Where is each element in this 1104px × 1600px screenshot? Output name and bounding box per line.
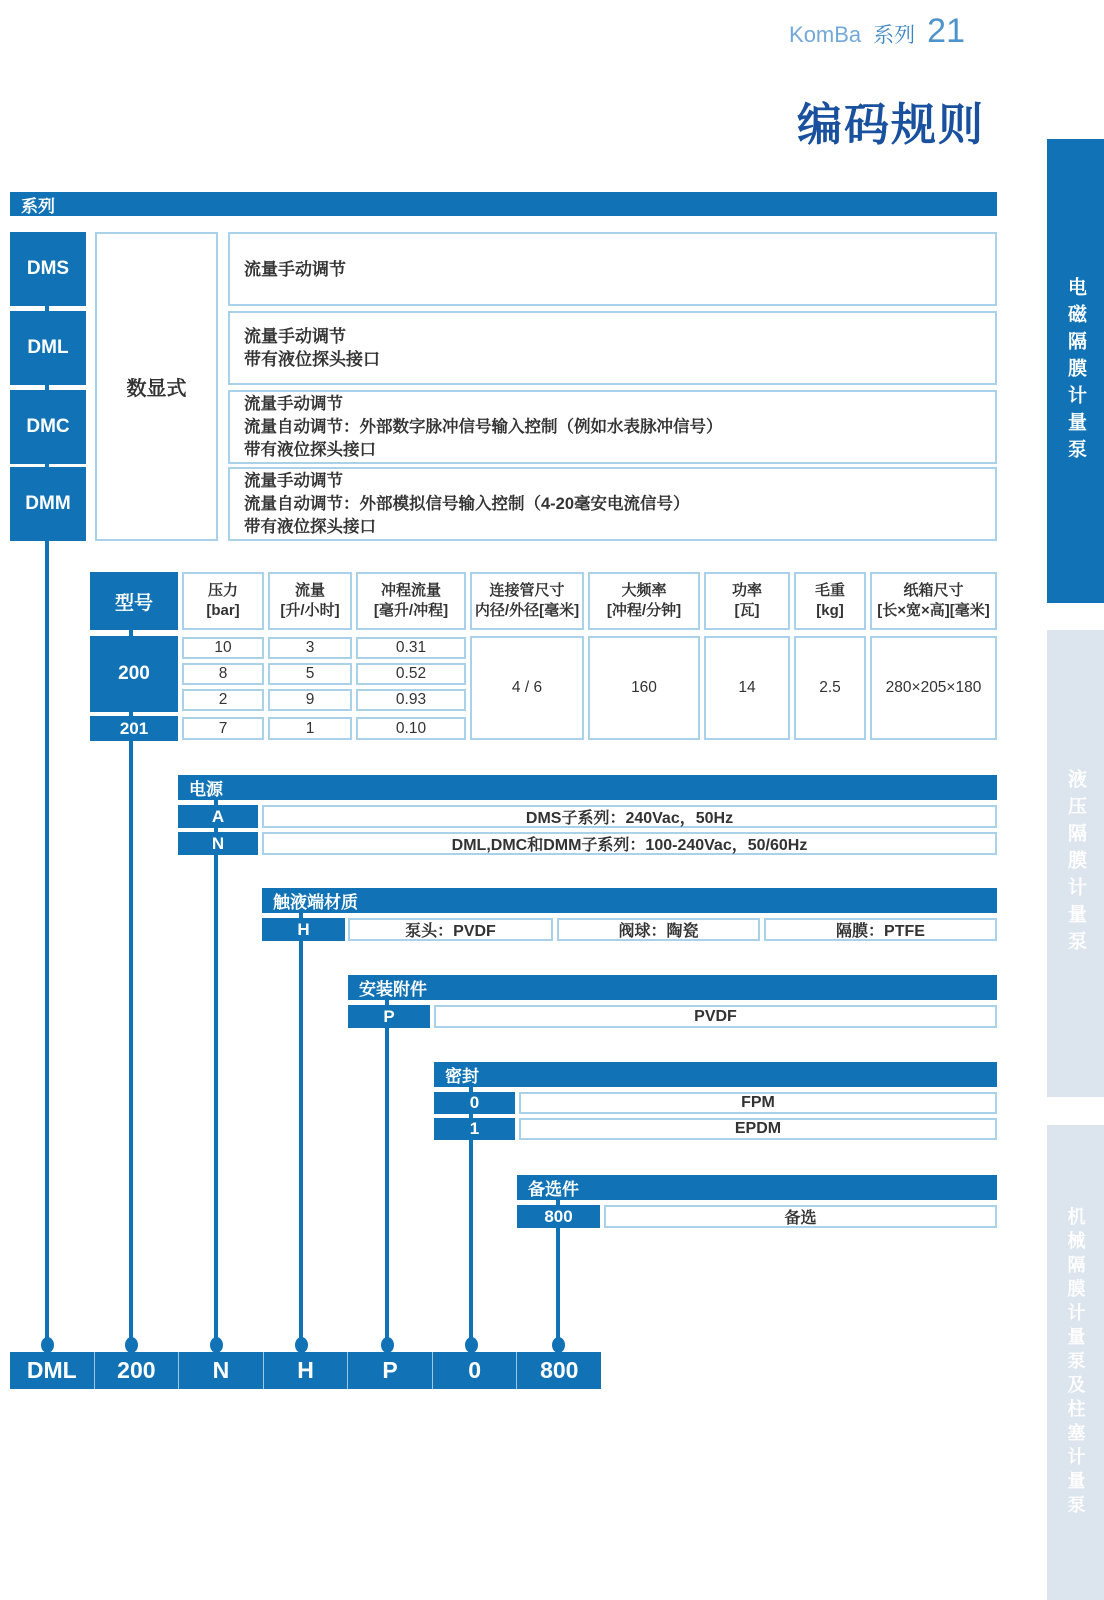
connector-dot	[210, 1337, 223, 1353]
desc-line: 带有液位探头接口	[244, 440, 376, 459]
spec-cell: 9	[268, 689, 352, 711]
connector-dot	[552, 1337, 565, 1353]
page-number: 21	[927, 12, 965, 50]
spec-cell: 2	[182, 689, 264, 711]
spec-merged-max-frequency: 160	[588, 636, 700, 740]
spec-header-weight	[794, 572, 866, 630]
wetted-material-section-header: 触液端材质	[262, 888, 997, 913]
tab-label: 液压隔膜计量泵	[1065, 769, 1086, 958]
desc-line: 带有液位探头接口	[244, 350, 380, 369]
code-segment-option: 800	[516, 1352, 601, 1389]
desc-line: 流量手动调节	[244, 471, 343, 490]
seal-value-epdm: EPDM	[519, 1118, 997, 1140]
spec-header-carton	[870, 572, 997, 630]
hdr-line: [bar]	[206, 602, 240, 619]
connector-line-material	[299, 913, 303, 1340]
tab-mechanical-diaphragm-plunger-pumps[interactable]	[1047, 1125, 1104, 1600]
series-section-header: 系列	[10, 192, 997, 216]
series-code-dmm: DMM	[10, 467, 86, 541]
code-segment-seal: 0	[432, 1352, 517, 1389]
connector-dot	[465, 1337, 478, 1353]
tab-label: 电磁隔膜计量泵	[1065, 276, 1086, 466]
options-value: 备选	[604, 1205, 997, 1228]
connector-line-mounting	[385, 1000, 389, 1340]
spec-cell: 0.10	[356, 717, 466, 740]
spec-cell: 5	[268, 663, 352, 685]
material-pump-head: 泵头：PVDF	[348, 918, 553, 941]
spec-cell: 0.93	[356, 689, 466, 711]
hdr-line: [瓦]	[734, 602, 760, 619]
hdr-line: 毛重	[814, 582, 845, 599]
series-desc-dms	[228, 232, 997, 306]
hdr-line: [长×宽×高][毫米]	[877, 602, 990, 619]
desc-line: 流量自动调节：外部数字脉冲信号输入控制（例如水表脉冲信号）	[244, 417, 723, 436]
connector-dot	[381, 1337, 394, 1353]
connector-dot	[41, 1337, 54, 1353]
connector-line-power	[214, 800, 218, 1340]
seal-value-fpm: FPM	[519, 1092, 997, 1114]
power-value-n: DML,DMC和DMM子系列：100-240Vac，50/60Hz	[262, 832, 997, 855]
order-code-bar	[10, 1352, 601, 1389]
hdr-line: 压力	[207, 582, 238, 599]
desc-line: 流量手动调节	[244, 394, 343, 413]
series-code-dmc: DMC	[10, 390, 86, 464]
power-code-n: N	[178, 832, 258, 855]
page-header	[700, 12, 965, 51]
code-segment-power: N	[178, 1352, 263, 1389]
spec-cell: 7	[182, 717, 264, 740]
page-title: 编码规则	[796, 99, 985, 150]
hdr-line: 功率	[731, 582, 762, 599]
code-segment-model: 200	[94, 1352, 179, 1389]
tab-hydraulic-diaphragm-pumps[interactable]	[1047, 630, 1104, 1097]
desc-line: 流量自动调节：外部模拟信号输入控制（4-20毫安电流信号）	[244, 494, 690, 513]
hdr-line: [冲程/分钟]	[606, 602, 682, 619]
spec-cell: 8	[182, 663, 264, 685]
seal-code-0: 0	[434, 1092, 515, 1114]
spec-cell: 0.31	[356, 637, 466, 659]
spec-header-pipe-size	[470, 572, 584, 630]
spec-header-power	[704, 572, 790, 630]
spec-header-flow	[268, 572, 352, 630]
mounting-value: PVDF	[434, 1005, 997, 1028]
spec-model-header: 型号	[90, 572, 178, 630]
seal-section-header: 密封	[434, 1062, 997, 1087]
desc-line: 流量手动调节	[244, 259, 346, 279]
model-code-200: 200	[90, 636, 178, 712]
brand-suffix: 系列	[873, 24, 916, 47]
series-desc-dmc	[228, 390, 997, 464]
display-type-box	[95, 232, 218, 541]
tab-solenoid-diaphragm-pumps[interactable]	[1047, 139, 1104, 603]
material-diaphragm: 隔膜：PTFE	[764, 918, 997, 941]
options-section-header: 备选件	[517, 1175, 997, 1200]
display-type-label: 数显式	[126, 378, 187, 400]
spec-header-pressure	[182, 572, 264, 630]
spec-header-stroke-volume	[356, 572, 466, 630]
options-code-800: 800	[517, 1205, 600, 1228]
model-code-201: 201	[90, 716, 178, 741]
series-desc-dmm	[228, 467, 997, 541]
hdr-line: [毫升/冲程]	[373, 602, 449, 619]
material-valve-ball: 阀球：陶瓷	[557, 918, 760, 941]
spec-cell: 3	[268, 637, 352, 659]
code-segment-material: H	[263, 1352, 348, 1389]
seal-code-1: 1	[434, 1118, 515, 1140]
connector-dot	[125, 1337, 138, 1353]
code-segment-mounting: P	[347, 1352, 432, 1389]
hdr-line: 流量	[294, 582, 325, 599]
hdr-line: 内径/外径[毫米]	[474, 602, 580, 619]
hdr-line: 冲程流量	[380, 582, 441, 599]
code-segment-series: DML	[26, 1357, 77, 1383]
spec-merged-pipe-size: 4 / 6	[470, 636, 584, 740]
desc-line: 带有液位探头接口	[244, 517, 376, 536]
hdr-line: [kg]	[816, 602, 844, 619]
series-desc-dml	[228, 311, 997, 385]
spec-cell: 10	[182, 637, 264, 659]
power-code-a: A	[178, 805, 258, 828]
hdr-line: 连接管尺寸	[489, 582, 565, 599]
power-value-a: DMS子系列：240Vac，50Hz	[262, 805, 997, 828]
series-code-dml: DML	[10, 311, 86, 385]
desc-line: 流量手动调节	[244, 327, 346, 346]
spec-merged-power: 14	[704, 636, 790, 740]
hdr-line: [升/小时]	[280, 602, 340, 619]
power-section-header: 电源	[178, 775, 997, 800]
spec-cell: 0.52	[356, 663, 466, 685]
series-code-dms: DMS	[10, 232, 86, 306]
spec-header-max-frequency	[588, 572, 700, 630]
mounting-section-header: 安装附件	[348, 975, 997, 1000]
mounting-code-p: P	[348, 1005, 430, 1028]
hdr-line: 大频率	[621, 582, 667, 599]
spec-merged-carton: 280×205×180	[870, 636, 997, 740]
connector-dot	[295, 1337, 308, 1353]
material-code-h: H	[262, 918, 345, 941]
brand-name: KomBa	[789, 22, 862, 47]
spec-merged-weight: 2.5	[794, 636, 866, 740]
tab-label: 机械隔膜计量泵及柱塞计量泵	[1065, 1206, 1086, 1519]
hdr-line: 纸箱尺寸	[903, 582, 964, 599]
spec-cell: 1	[268, 717, 352, 740]
